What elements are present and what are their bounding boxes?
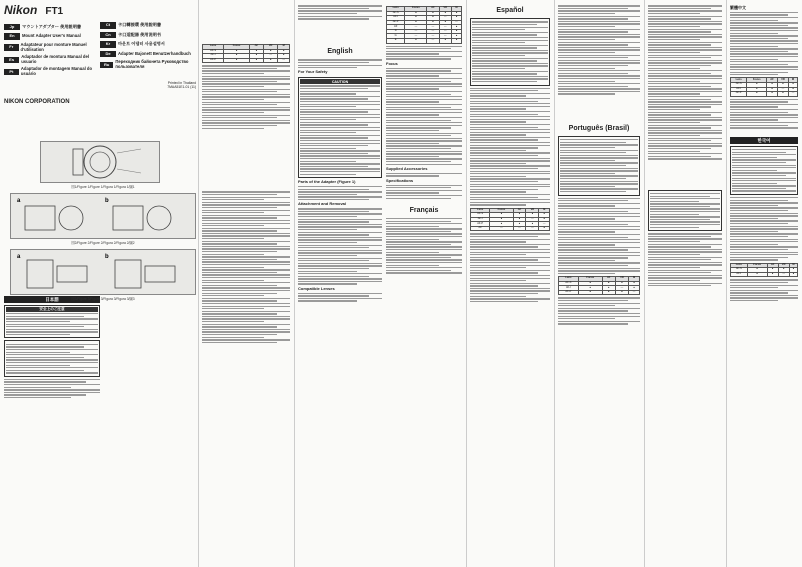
language-item: Ct 卡口轉接環 使用說明書 (100, 22, 196, 29)
language-item: Es Adaptador de montura Manual del usuario (4, 55, 100, 64)
language-item: Fr Adaptateur pour monture Manuel d'utilisation (4, 43, 100, 52)
compat-table-jp: Lens Focus AF VR M AF-S ● ● ● ● AF-I ● ● — ● AF-P ● ● ● — (202, 44, 290, 63)
chinese-heading: 繁體中文 (730, 5, 746, 10)
attachment-heading: Attachment and Removal (298, 201, 347, 207)
svg-text:b: b (105, 253, 109, 260)
figure-2-image (10, 193, 196, 239)
figure-3-caption: 図3/Figure 3/Figure 3/Figura 3/Figura 3/圖3 (71, 296, 135, 301)
portuguese-column-2 (648, 4, 722, 564)
french-heading: Français (409, 206, 439, 214)
japanese-column (202, 4, 290, 564)
figure-area (10, 138, 196, 328)
compat-table-pt: Lens Focus AF VR M AF-S ● ● ● ● AF-I ● ● — ● AF-P ● ● ● — (558, 276, 640, 295)
figure-2-caption: 図2/Figure 2/Figure 2/Figura 2/Figura 2/圖2 (71, 240, 135, 245)
language-item: Pt Adaptador de montagem Manual do usuário (4, 67, 100, 76)
printed-in: Printed in Thailand (167, 80, 196, 85)
spanish-column (470, 4, 550, 564)
svg-text:a: a (17, 253, 21, 260)
svg-text:b: b (105, 197, 109, 204)
english-column (298, 4, 382, 564)
spanish-heading: Español (496, 7, 524, 14)
specs-heading: Specifications (386, 177, 414, 183)
figure-1-caption: 図1/Figure 1/Figure 1/Figura 1/Figura 1/圖1 (71, 185, 135, 189)
language-item: En Mount Adapter User's Manual (4, 33, 100, 40)
english-column-2 (386, 4, 462, 564)
chinese-column (730, 4, 798, 564)
supplied-heading: Supplied Accessories (386, 165, 428, 171)
language-item: Kr 마운트 어댑터 사용설명서 (100, 41, 196, 48)
korean-heading: 한국어 (730, 137, 798, 144)
for-your-safety-heading: For Your Safety (298, 69, 328, 75)
language-item: Cn 卡口适配器 使用说明书 (100, 32, 196, 39)
portuguese-heading: Português (Brasil) (568, 124, 630, 132)
language-item: Jp マウントアダプター 使用説明書 (4, 24, 100, 31)
language-item: Ru Переходник байонета Руководство пользователя (100, 60, 196, 69)
portuguese-column (558, 4, 640, 564)
focus-heading: Focus (386, 60, 398, 66)
language-item: De Adapter Bajonett Benutzerhandbuch (100, 51, 196, 58)
caution-box: CAUTION (298, 77, 382, 178)
japanese-section-heading: 日本語 (4, 296, 100, 303)
compat-table-es: Lens Focus AF VR M AF-S ● ● ● ● AF-I ● ● — ● AF-P ● ● ● — AF — — — ● (470, 208, 550, 232)
document-code: 7MAA51E1-01 (11) (167, 84, 196, 89)
brand-logo: Nikon (4, 4, 38, 17)
english-heading: English (327, 48, 353, 56)
model-name: FT1 (45, 6, 64, 17)
svg-text:a: a (17, 197, 21, 204)
compat-table-kr: Lens Focus AF VR M AF-S ● ● ● ● AF-I ● ● — ● (730, 263, 798, 278)
warning-box (4, 340, 100, 376)
compat-table-ct: Lens Focus AF VR M AF-S ● ● ● ● AF-I ● ● — ● AF-P ● ● ● — (730, 77, 798, 96)
figure-1-image (40, 141, 160, 183)
compatible-lenses-heading: Compatible Lenses (298, 285, 335, 291)
compat-table-en: Lens Focus AF VR M AF-S ● ● ● ● AF-I ● ● — ● AF-P ● ● ● — AF — — — ● D — — — ● G — — — ● E ● — ● ● (386, 6, 462, 44)
corporation-name: NIKON CORPORATION (4, 98, 70, 105)
safety-heading: 安全上のご注意 (6, 307, 98, 312)
language-list (4, 24, 100, 77)
parts-heading: Parts of the Adapter (Figure 1) (298, 179, 356, 185)
figure-3-image (10, 249, 196, 295)
